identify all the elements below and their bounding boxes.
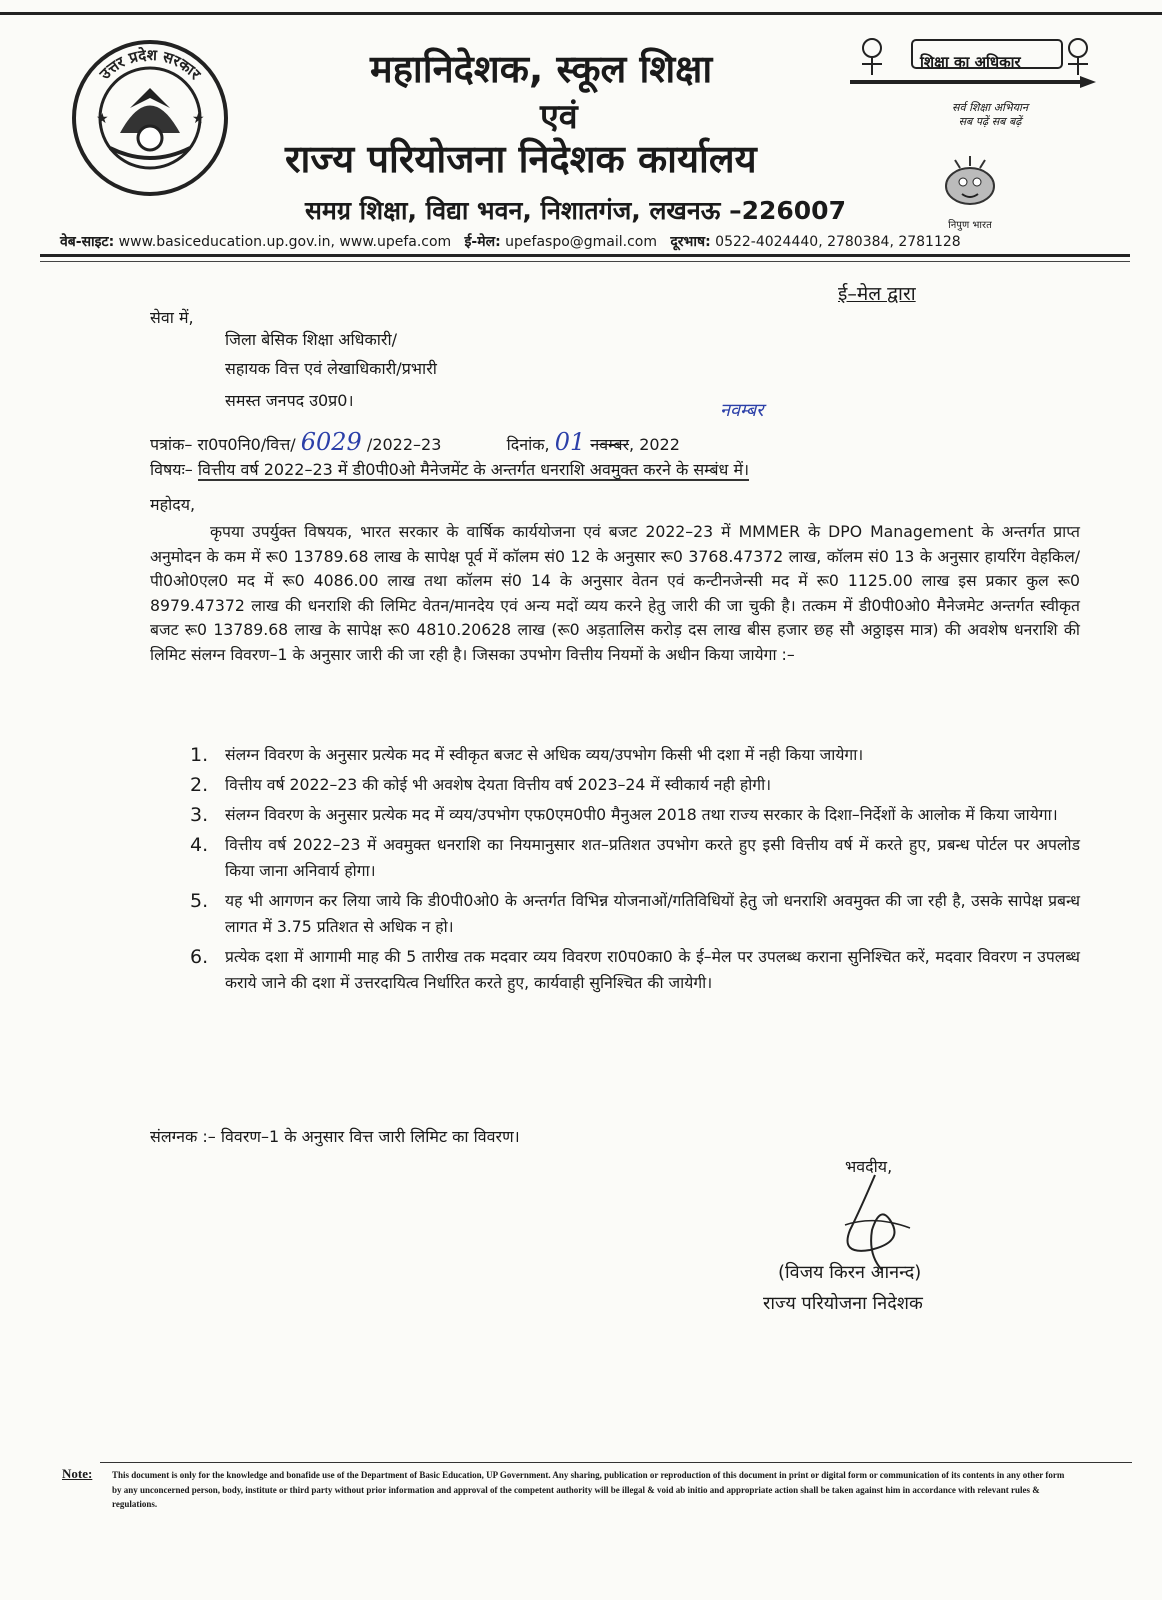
up-government-emblem-icon: [70, 38, 230, 198]
reference-prefix: पत्रांक– रा0प0नि0/वित्त/: [150, 435, 296, 454]
list-item-number: 6.: [190, 946, 209, 968]
list-item-number: 3.: [190, 804, 209, 826]
reference-line: [150, 428, 680, 456]
list-item: [190, 944, 1080, 996]
dispatch-mode: ई–मेल द्वारा: [838, 283, 916, 305]
subject-line: [150, 458, 749, 480]
website-label: वेब-साइट:: [60, 234, 115, 250]
addressee-line: जिला बेसिक शिक्षा अधिकारी/: [225, 330, 398, 349]
nipun-bharat-logo-icon: [935, 152, 1005, 212]
list-item: [190, 832, 1080, 884]
svg-text:★: ★: [96, 111, 109, 127]
signer-designation: राज्य परियोजना निदेशक: [763, 1293, 923, 1314]
office-title-line3: राज्य परियोजना निदेशक कार्यालय: [285, 137, 757, 181]
top-border-rule: [0, 12, 1162, 15]
office-address: समग्र शिक्षा, विद्या भवन, निशातगंज, लखनऊ –226007: [305, 196, 846, 225]
list-item-number: 5.: [190, 890, 209, 912]
list-item: [190, 802, 1080, 828]
list-item-text: वित्तीय वर्ष 2022–23 की कोई भी अवशेष देयता वित्तीय वर्ष 2023–24 में स्वीकार्य नही होगी।: [225, 775, 772, 794]
signer-name: (विजय किरन आनन्द): [778, 1262, 922, 1283]
emblem-text: उत्तर प्रदेश सरकार: [95, 45, 205, 83]
office-title-line2: एवं: [540, 97, 578, 137]
subject-text: वित्तीय वर्ष 2022–23 में डी0पी0ओ मैनेजमेंट के अन्तर्गत धनराशि अवमुक्त करने के सम्बंध में।: [197, 460, 750, 479]
svg-text:★: ★: [192, 111, 205, 127]
addressee-line: सहायक वित्त एवं लेखाधिकारी/प्रभारी: [225, 359, 437, 378]
conditions-list: [190, 742, 1080, 1000]
list-item-text: संलग्न विवरण के अनुसार प्रत्येक मद में व्यय/उपभोग एफ0एम0पी0 मैनुअल 2018 तथा राज्य सरकार के दिशा–निर्देशों के आलोक में किया जायेगा।: [225, 805, 1058, 824]
header-divider: [40, 254, 1130, 257]
date-label: दिनांक,: [506, 435, 550, 454]
closing: भवदीय,: [845, 1157, 893, 1176]
contact-line: [60, 232, 961, 251]
addressee-line: समस्त जनपद उ0प्र0।: [225, 391, 354, 410]
website-value[interactable]: www.basiceducation.up.gov.in, www.upefa.com: [118, 234, 452, 250]
list-item-number: 2.: [190, 774, 209, 796]
to-label: सेवा में,: [150, 308, 194, 327]
reference-suffix: /2022–23: [366, 435, 442, 454]
reference-number: 6029: [300, 428, 362, 456]
rte-text: शिक्षा का अधिकार: [920, 53, 1021, 71]
note-label: Note:: [62, 1466, 93, 1481]
body-paragraph: कृपया उपर्युक्त विषयक, भारत सरकार के वार्षिक कार्ययोजना एवं बजट 2022–23 में MMMER के DPO Management के अन्तर्गत प्राप्त अनुमोदन के कम में रू0 13789.68 लाख के सापेक्ष पूर्व में कॉलम सं0 12 के अनुसार रू0 3768.47372 लाख, कॉलम सं0 13 के अनुसार हायरिंग वेहकिल/पी0ओ0एल0 मद में रू0 4086.00 लाख तथा कॉलम सं0 14 के अनुसार वेतन एवं कन्टीनजेन्सी मद में रू0 1125.00 लाख इस प्रकार कुल रू0 8979.47372 लाख की धनराशि की लिमिट वेतन/मानदेय एवं अन्य मदों व्यय करने हेतु जारी की जा चुकी है। तत्कम में डी0पी0ओ0 मैनेजमेट अन्तर्गत स्वीकृत बजट रू0 13789.68 लाख के सापेक्ष रू0 4810.20628 लाख (रू0 अड़तालिस करोड़ दस लाख बीस हजार छह सौ अठ्ठाइस मात्र) की अवशेष धनराशि की लिमिट संलग्न विवरण–1 के अनुसार जारी की जा रही है। जिसका उपभोग वित्तीय नियमों के अधीन किया जायेगा :–: [150, 522, 1080, 664]
ssa-tagline: सब पढ़ें सब बढ़ें: [958, 115, 1022, 128]
email-value[interactable]: upefaspo@gmail.com: [505, 234, 658, 250]
list-item-text: संलग्न विवरण के अनुसार प्रत्येक मद में स्वीकृत बजट से अधिक व्यय/उपभोग किसी भी दशा में नही किया जायेगा।: [225, 745, 864, 764]
footer-divider: [100, 1462, 1132, 1463]
list-item-number: 1.: [190, 744, 209, 766]
ssa-title: सर्व शिक्षा अभियान: [952, 101, 1028, 114]
note-text: This document is only for the knowledge and bonafide use of the Department of Basic Education, UP Government. Any sharing, publication or reproduction of this document in print or digital form or communication of its contents in any other form by any unconcerned person, body, institute or third party without prior information and approval of the competent authority will be illegal & void ab initio and appropriate action shall be taken against him in accordance with relevant rules & regulations.: [112, 1470, 1065, 1509]
list-item-text: वित्तीय वर्ष 2022–23 में अवमुक्त धनराशि का नियमानुसार शत–प्रतिशत उपभोग करते हुए इसी वित्तीय वर्ष में करते हुए, प्रबन्ध पोर्टल पर अपलोड किया जाना अनिवार्य होगा।: [225, 835, 1080, 880]
subject-label: विषयः–: [150, 460, 193, 479]
date-day: 01: [554, 428, 586, 456]
list-item-number: 4.: [190, 834, 209, 856]
date-month-struck: नवम्बर: [590, 435, 630, 454]
salutation: महोदय,: [150, 495, 196, 514]
phone-label: दूरभाष:: [670, 234, 711, 250]
list-item: [190, 742, 1080, 768]
handwritten-initials: नवम्बर: [720, 400, 764, 421]
list-item-text: प्रत्येक दशा में आगामी माह की 5 तारीख तक मदवार व्यय विवरण रा0प0का0 के ई–मेल पर उपलब्ध कराना सुनिश्चित करें, मदवार विवरण न उपलब्ध कराये जाने की दशा में उत्तरदायित्व निर्धारित करते हुए, कार्यवाही सुनिश्चित की जायेगी।: [225, 947, 1080, 992]
date-year: , 2022: [629, 435, 680, 454]
list-item: [190, 888, 1080, 940]
email-label: ई-मेल:: [464, 234, 501, 250]
phone-value: 0522-4024440, 2780384, 2781128: [715, 234, 961, 250]
list-item-text: यह भी आगणन कर लिया जाये कि डी0पी0ओ0 के अन्तर्गत विभिन्न योजनाओं/गतिविधियों हेतु जो धनराशि अवमुक्त की जा रही है, उसके सापेक्ष प्रबन्ध लागत में 3.75 प्रतिशत से अधिक न हो।: [225, 891, 1080, 936]
nipun-bharat-text: निपुण भारत: [948, 220, 992, 231]
office-title-line1: महानिदेशक, स्कूल शिक्षा: [370, 47, 713, 91]
enclosure-line: संलग्नक :– विवरण–1 के अनुसार वित्त जारी लिमिट का विवरण।: [150, 1127, 520, 1146]
list-item: [190, 772, 1080, 798]
header-divider-thin: [40, 261, 1130, 262]
